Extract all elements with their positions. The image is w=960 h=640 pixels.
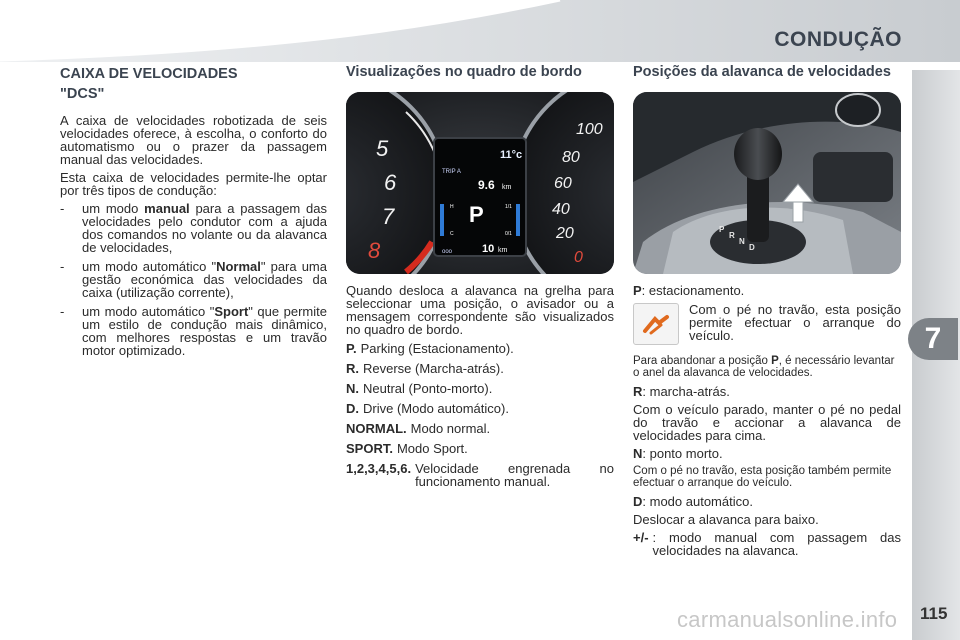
- position-n: [633, 447, 901, 460]
- gear-indicator: P: [469, 202, 484, 227]
- section-title-dashboard: Visualizações no quadro de bordo: [346, 64, 582, 80]
- dash: -: [60, 259, 65, 274]
- definition-key: 1,2,3,4,5,6.: [346, 461, 412, 476]
- definition-key: P.: [346, 341, 357, 356]
- intro-paragraph: A caixa de velocidades robotizada de seis velocidades oferece, à escolha, o conforto do automatismo ou o prazer da passagem manual das velocidades.: [60, 113, 327, 167]
- definition-row: [346, 402, 614, 415]
- warning-note: [633, 303, 901, 345]
- warning-text: Com o pé no travão, esta posição permite efectuar o arranque do veículo.: [689, 302, 901, 343]
- note-bold: P: [771, 355, 779, 367]
- definition-row: [346, 462, 614, 488]
- dashboard-photo: [346, 92, 614, 274]
- position-n-note: Com o pé no travão, esta posição também permite efectuar o arranque do veículo.: [633, 465, 892, 489]
- position-r: [633, 385, 901, 398]
- note-text: Para abandonar a posição: [633, 355, 772, 367]
- list-item: [60, 260, 327, 299]
- speedometer-tick: 0: [574, 249, 583, 266]
- section-title-lever: Posições da alavanca de velocidades: [633, 64, 891, 80]
- tachometer-tick: 8: [368, 238, 381, 263]
- title-line-1: CAIXA DE VELOCIDADES: [60, 66, 238, 82]
- position-manual: [633, 531, 901, 557]
- definition-value: Reverse (Marcha-atrás).: [363, 361, 504, 376]
- odometer-unit: km: [498, 247, 508, 254]
- list-item: [60, 202, 327, 254]
- definition-row: [346, 342, 614, 355]
- list-item: [60, 305, 327, 357]
- item-text: " que permite um estilo de condução mais dinâmico, com melhores respostas e um travão motor optimizado.: [82, 304, 327, 358]
- position-text: : ponto morto.: [642, 446, 723, 461]
- fuel-full-label: 1/1: [505, 204, 512, 210]
- position-text: : estacionamento.: [641, 283, 745, 298]
- position-text: : modo automático.: [642, 494, 753, 509]
- gate-label: P: [719, 225, 725, 234]
- item-bold: Sport: [214, 304, 249, 319]
- tachometer-tick: 5: [376, 136, 389, 161]
- definition-row: [346, 362, 614, 375]
- svg-text:ooo: ooo: [442, 249, 453, 255]
- note-p-release: [633, 355, 901, 379]
- section-title-dcs: [60, 64, 327, 104]
- position-key: D: [633, 494, 643, 509]
- temp-cold-label: C: [450, 231, 454, 237]
- temperature-bar: [440, 204, 444, 236]
- definition-value: Drive (Modo automático).: [363, 401, 509, 416]
- definition-value: Parking (Estacionamento).: [360, 341, 514, 356]
- chapter-tab[interactable]: 7: [908, 318, 958, 360]
- definition-key: D.: [346, 401, 359, 416]
- item-text: " para uma gestão económica das velocidades da caixa (utilização corrente),: [82, 259, 327, 300]
- tachometer-tick: 7: [382, 204, 395, 229]
- definition-key: SPORT.: [346, 441, 393, 456]
- fuel-bar: [516, 204, 520, 236]
- temperature-readout: 11°c: [500, 149, 523, 161]
- trip-label: TRIP A: [442, 169, 461, 175]
- position-key: +/-: [633, 530, 649, 545]
- position-d: [633, 495, 901, 508]
- position-key: R: [633, 384, 643, 399]
- definition-row: [346, 442, 614, 455]
- mode-list: [60, 202, 327, 357]
- speedometer-tick: 100: [576, 121, 603, 138]
- definition-value: Modo Sport.: [396, 441, 468, 456]
- item-text: um modo: [82, 201, 145, 216]
- options-paragraph: Esta caixa de velocidades permite-lhe optar por três tipos de condução:: [60, 170, 327, 198]
- position-d-detail: Deslocar a alavanca para baixo.: [633, 512, 819, 527]
- column-lever: [633, 64, 901, 557]
- odometer-value: 10: [482, 243, 495, 255]
- gear-lever-photo: [633, 92, 901, 274]
- item-text: para a passagem das velocidades pelo condutor com a ajuda dos comandos no volante ou da alavanca de velocidades,: [82, 201, 327, 255]
- brake-pedal-icon: [633, 303, 679, 345]
- chapter-title: CONDUÇÃO: [774, 28, 902, 51]
- item-bold: manual: [144, 201, 190, 216]
- gate-label: N: [739, 237, 745, 246]
- speedometer-tick: 40: [552, 201, 570, 218]
- column-dcs: [60, 64, 327, 363]
- definition-key: R.: [346, 361, 359, 376]
- position-text: : modo manual com passagem das velocidades na alavanca.: [652, 530, 901, 558]
- definition-key: N.: [346, 381, 359, 396]
- tachometer-tick: 6: [384, 170, 397, 195]
- gate-label: R: [729, 231, 735, 240]
- dash: -: [60, 304, 65, 319]
- item-bold: Normal: [216, 259, 261, 274]
- definition-key: NORMAL.: [346, 421, 407, 436]
- dashboard-intro: Quando desloca a alavanca na grelha para seleccionar uma posição, o avisador ou a mensagem correspondente são visualizados no quadro de bordo.: [346, 283, 614, 337]
- gate-label: D: [749, 243, 755, 252]
- speedometer-tick: 20: [556, 225, 574, 242]
- speedometer-tick: 80: [562, 149, 580, 166]
- definition-value: Neutral (Ponto-morto).: [363, 381, 493, 396]
- definition-row: [346, 422, 614, 435]
- definition-value: Modo normal.: [410, 421, 491, 436]
- gear-definitions: [346, 342, 614, 488]
- item-text: um modo automático ": [82, 304, 215, 319]
- item-text: um modo automático ": [82, 259, 217, 274]
- temp-hot-label: H: [450, 204, 454, 210]
- definition-row: [346, 382, 614, 395]
- dash: -: [60, 201, 65, 216]
- trip-unit: km: [502, 184, 512, 191]
- note-text: , é necessário levantar o anel da alavanca de velocidades.: [633, 355, 895, 379]
- position-key: P: [633, 283, 642, 298]
- trip-value: 9.6: [478, 178, 495, 192]
- speedometer-tick: 60: [554, 175, 572, 192]
- page-number: 115: [920, 604, 948, 623]
- watermark-text: carmanualsonline.info: [677, 607, 898, 632]
- column-dashboard: [346, 64, 614, 495]
- position-text: : marcha-atrás.: [642, 384, 730, 399]
- position-key: N: [633, 446, 643, 461]
- position-r-detail: Com o veículo parado, manter o pé no pedal do travão e accionar a alavanca de velocidades para cima.: [633, 402, 901, 443]
- position-p: [633, 284, 901, 297]
- definition-value: Velocidade engrenada no funcionamento manual.: [415, 461, 614, 489]
- title-line-2: "DCS": [60, 86, 105, 102]
- header-band: [0, 0, 960, 62]
- fuel-empty-label: 0/1: [505, 231, 512, 237]
